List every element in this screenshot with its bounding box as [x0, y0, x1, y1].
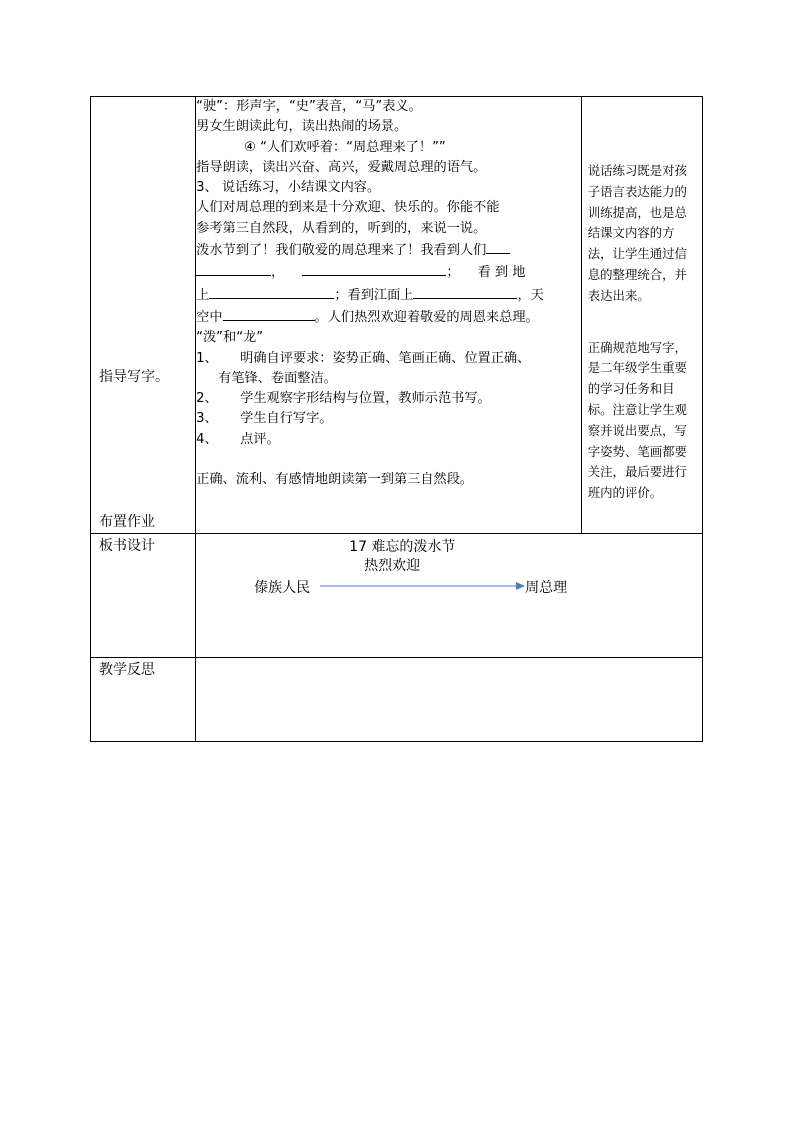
text-line	[196, 239, 581, 261]
text-segment: ，天	[517, 287, 544, 303]
fill-blank	[302, 261, 446, 276]
text-segment: ；	[446, 265, 460, 281]
fill-blank	[209, 284, 334, 299]
list-item	[196, 389, 581, 409]
table-row	[91, 534, 703, 658]
text-line: 3、 说话练习，小结课文内容。	[196, 180, 381, 196]
label-cell	[91, 658, 196, 742]
board-left-term: 傣族人民	[254, 580, 311, 596]
text-line: 参考第三自然段，从看到的，听到的，来说一说。	[196, 220, 487, 236]
text-line: 指导朗读，读出兴奋、高兴，爱戴周总理的语气。	[196, 159, 487, 175]
reflection-cell	[196, 658, 703, 742]
step-number: 1、	[196, 350, 218, 366]
step-text: 明确自评要求：姿势正确、笔画正确、位置正确、	[240, 350, 531, 366]
lesson-plan-table	[90, 96, 703, 742]
fill-blank-line	[196, 261, 581, 283]
text-line: ④ “人们欢呼着：“周总理来了！””	[244, 139, 446, 155]
text-segment: 看 到 地	[477, 265, 526, 281]
notes-cell	[581, 97, 702, 534]
board-design-label: 板书设计	[99, 538, 155, 554]
text-segment: ，	[271, 265, 285, 281]
text-line: “泼”和“龙”	[196, 330, 264, 346]
design-note: 正确规范地写字，是二年级学生重要的学习任务和目标。注意让学生观察并说出要点，写字姿势、笔画都要关注，最后要进行班内的评价。	[587, 339, 687, 501]
step-number: 4、	[196, 431, 218, 447]
board-design-cell	[196, 534, 703, 658]
list-item	[196, 349, 581, 369]
step-number: 2、	[196, 391, 218, 407]
table-row	[91, 658, 703, 742]
label-cell	[91, 97, 196, 534]
list-item	[196, 369, 581, 389]
step-text: 有笔锋、卷面整洁。	[218, 370, 337, 386]
writing-guidance-label: 指导写字。	[99, 369, 169, 385]
board-caption: 热烈欢迎	[364, 558, 421, 574]
fill-blank-line	[196, 284, 581, 306]
text-segment: 。人们热烈欢迎着敬爱的周恩来总理。	[314, 309, 539, 325]
list-item	[196, 409, 581, 429]
homework-label: 布置作业	[99, 514, 155, 530]
step-text: 学生观察字形结构与位置，教师示范书写。	[240, 391, 491, 407]
text-line: “驶”：形声字，“史”表音，“马”表义。	[196, 99, 422, 114]
fill-blank-line	[196, 306, 581, 328]
board-diagram	[196, 534, 702, 657]
spacer	[196, 450, 581, 470]
step-text: 学生自行写字。	[240, 411, 333, 427]
table-row	[91, 97, 703, 534]
board-arrow	[320, 578, 530, 594]
fill-blank	[223, 306, 315, 321]
text-segment: 上	[196, 287, 210, 303]
design-note: 说话练习既是对孩子语言表达能力的训练提高，也是总结课文内容的方法，让学生通过信息的整理统合，并表达出来。	[587, 163, 687, 303]
text-line: 人们对周总理的到来是十分欢迎、快乐的。你能不能	[196, 200, 500, 216]
board-right-term: 周总理	[525, 580, 568, 596]
list-item	[196, 430, 581, 450]
text-segment: 泼水节到了！我们敬爱的周总理来了！我看到人们	[196, 243, 487, 259]
label-cell	[91, 534, 196, 658]
board-title: 17 难忘的泼水节	[349, 539, 456, 555]
step-number: 3、	[196, 411, 218, 427]
homework-text: 正确、流利、有感情地朗读第一到第三自然段。	[196, 472, 474, 488]
text-line: 男女生朗读此句，读出热闹的场景。	[196, 119, 408, 135]
fill-blank	[196, 261, 271, 276]
teaching-process-cell	[196, 97, 582, 534]
text-segment: ；看到江面上	[334, 287, 414, 303]
step-text: 点评。	[240, 431, 280, 447]
reflection-label: 教学反思	[99, 662, 155, 678]
fill-blank	[413, 284, 517, 299]
text-segment: 空中	[196, 309, 223, 325]
fill-blank	[486, 239, 510, 254]
